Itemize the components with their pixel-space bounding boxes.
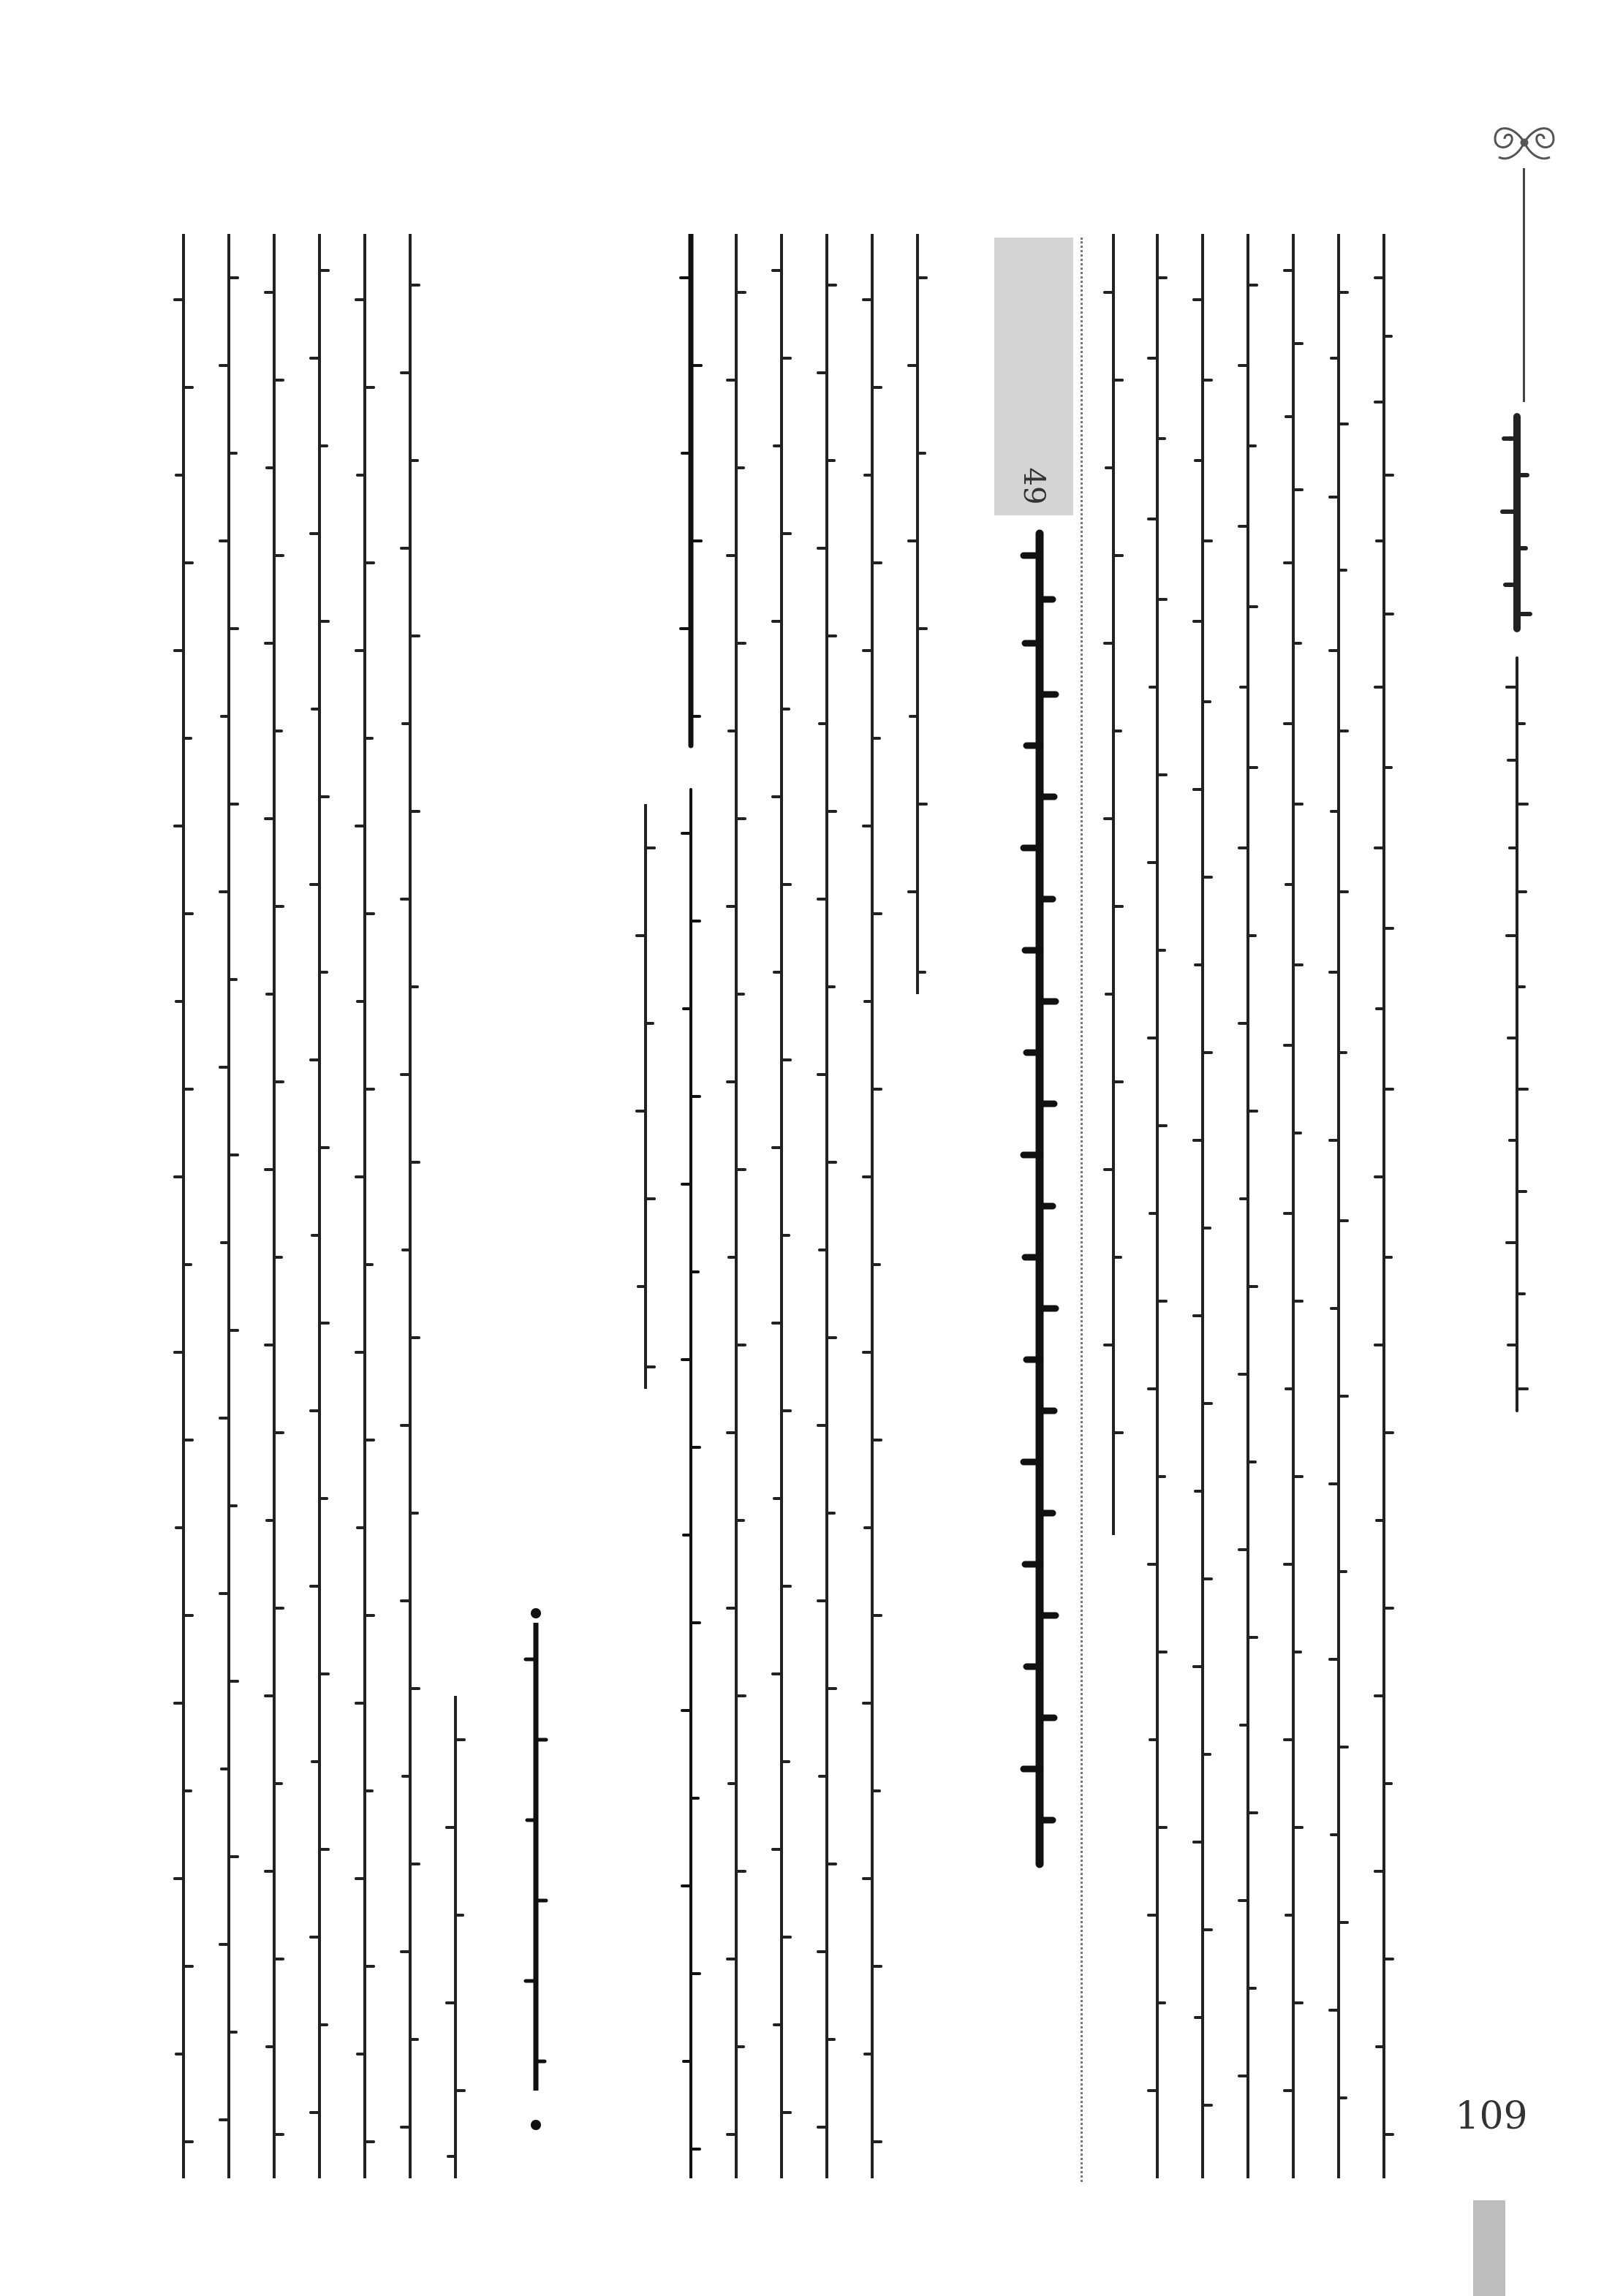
body-text-line bbox=[1367, 234, 1401, 2178]
section-divider bbox=[1081, 238, 1083, 2182]
body-text-line bbox=[855, 234, 889, 2178]
body-text-line bbox=[629, 804, 662, 1389]
body-text-line bbox=[765, 234, 798, 2178]
body-text-line bbox=[1231, 234, 1265, 2178]
bullet-point bbox=[531, 1608, 541, 1618]
body-text-line bbox=[901, 234, 934, 994]
body-text-line bbox=[167, 234, 200, 2178]
page-number: 109 bbox=[1455, 2094, 1528, 2138]
running-header-title bbox=[1484, 409, 1550, 1418]
body-text-line bbox=[212, 234, 246, 2178]
body-text-line bbox=[1186, 234, 1219, 2178]
scroll-flourish-icon bbox=[1484, 117, 1565, 168]
body-text-line bbox=[810, 234, 844, 2178]
body-text-line bbox=[719, 234, 753, 2178]
body-text-line bbox=[1097, 234, 1130, 1535]
body-text-line bbox=[1322, 234, 1355, 2178]
body-text-line bbox=[439, 1696, 472, 2178]
question-title bbox=[1018, 526, 1062, 1871]
body-text-line bbox=[348, 234, 382, 2178]
bullet-point bbox=[531, 2120, 541, 2130]
question-number: 49 bbox=[1017, 467, 1051, 505]
body-text-line bbox=[303, 234, 336, 2178]
body-text-line bbox=[674, 234, 708, 2178]
header-rule bbox=[1523, 168, 1525, 402]
body-text-line bbox=[257, 234, 291, 2178]
body-text-line bbox=[1140, 234, 1174, 2178]
subheading-text bbox=[519, 1623, 553, 2091]
body-text-line bbox=[393, 234, 427, 2178]
thumb-tab bbox=[1473, 2200, 1505, 2296]
body-text-line bbox=[1276, 234, 1310, 2178]
